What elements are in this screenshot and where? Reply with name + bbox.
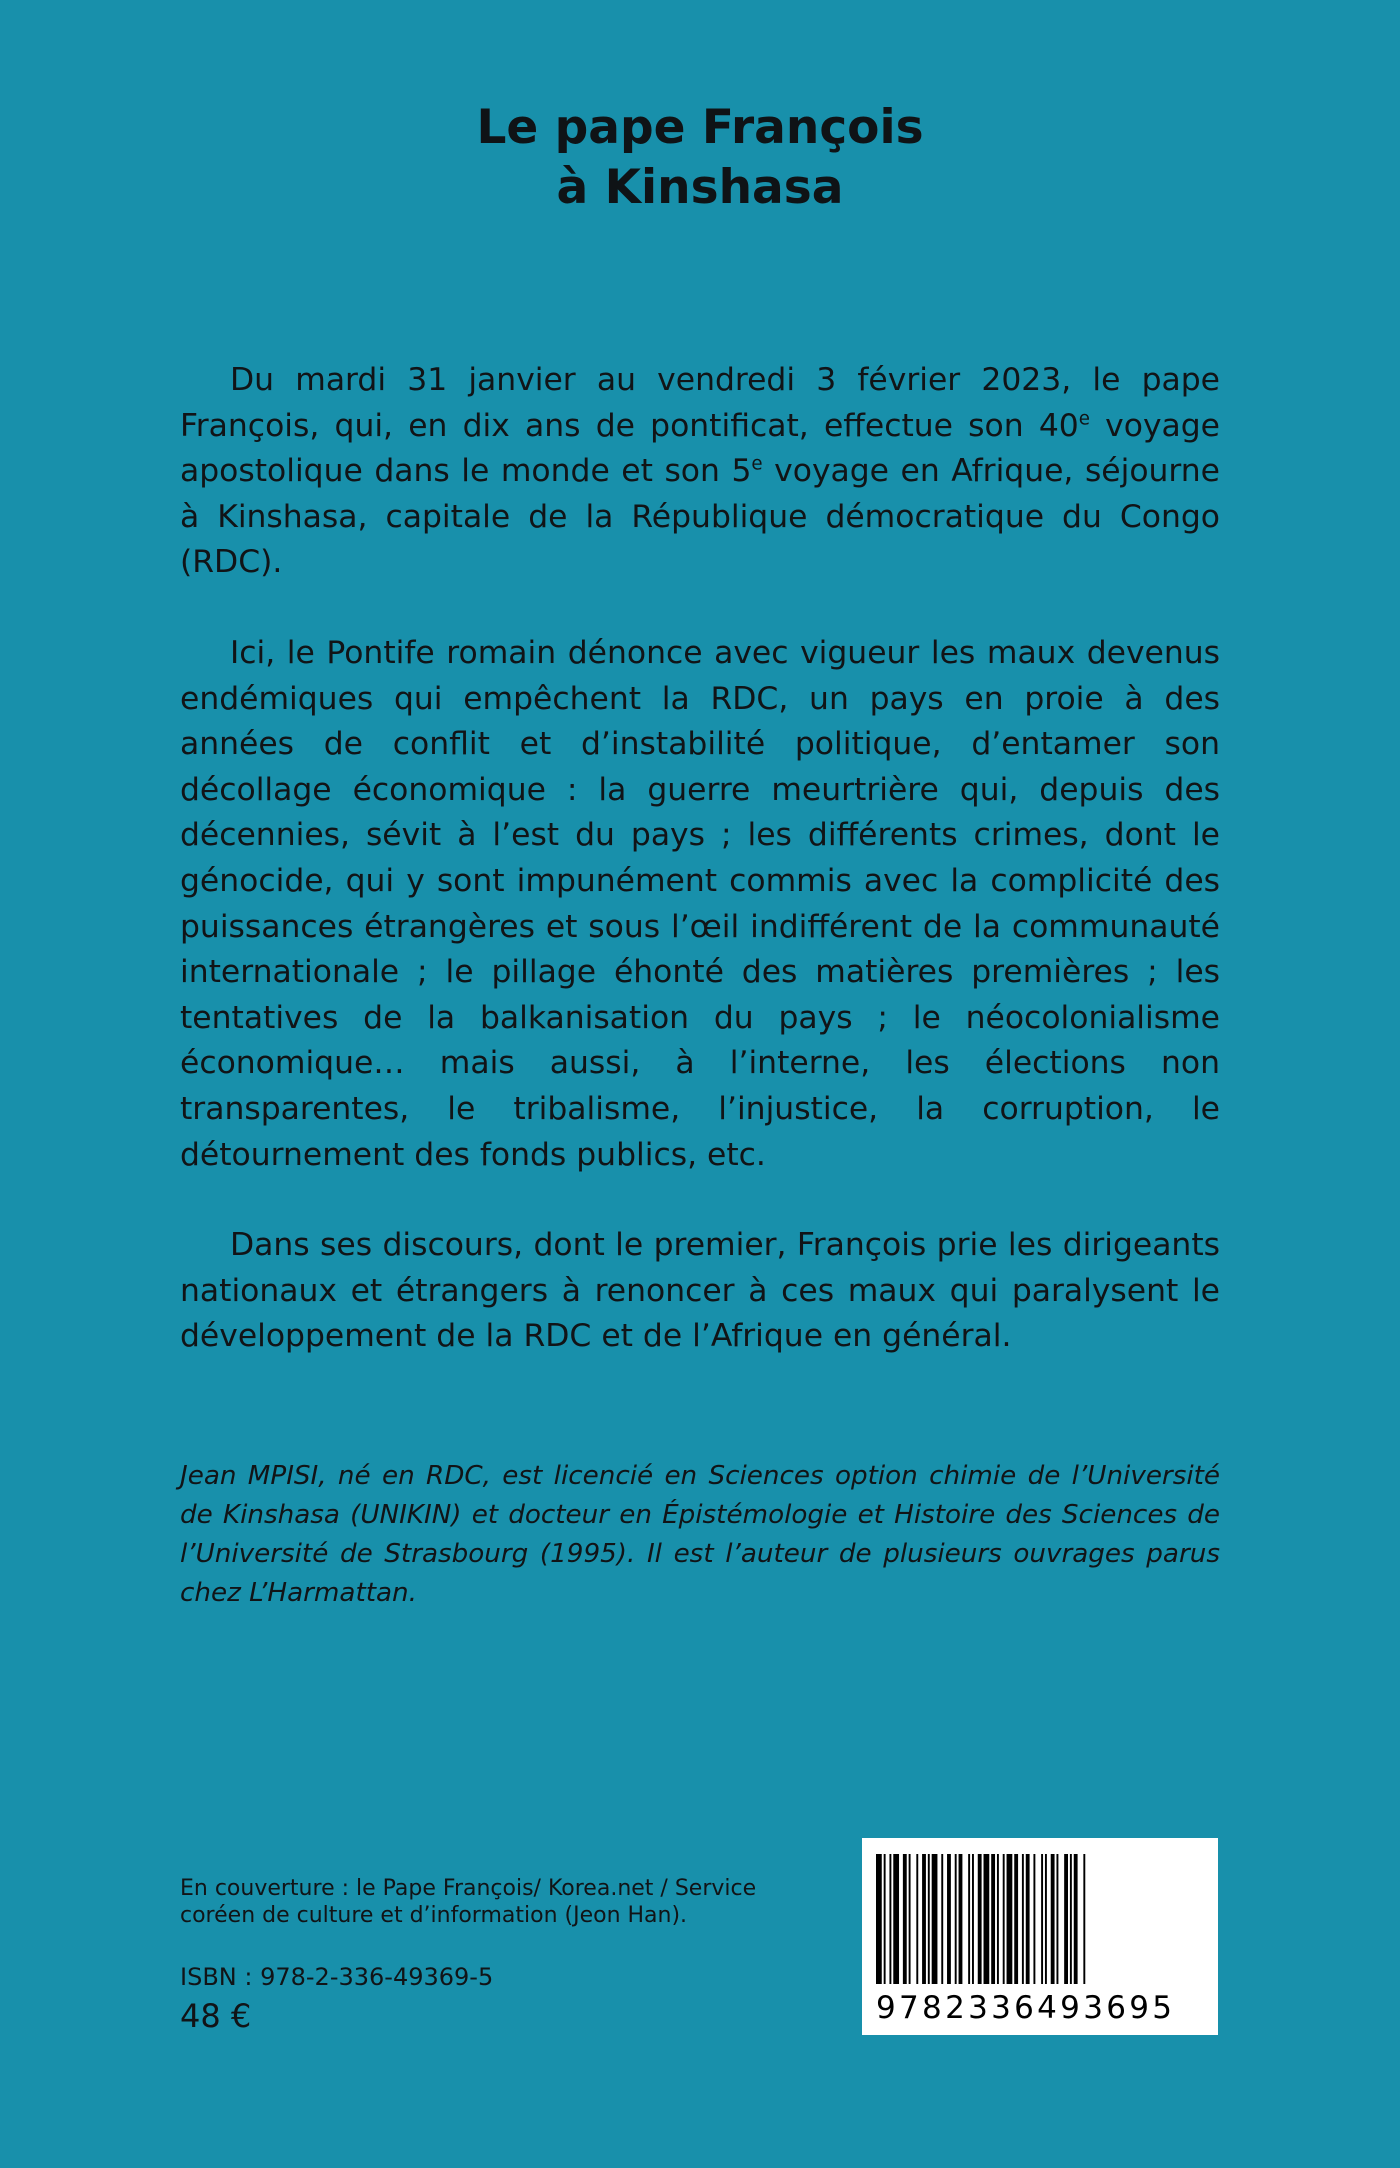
barcode-bar: [1064, 1854, 1068, 1984]
barcode-bar: [1070, 1854, 1072, 1984]
barcode-bar: [922, 1854, 926, 1984]
ordinal-suffix: e: [1078, 408, 1090, 430]
barcode-bar: [1022, 1854, 1024, 1984]
barcode-bar: [1056, 1854, 1058, 1984]
barcode-bar: [916, 1854, 918, 1984]
barcode-bar: [1007, 1854, 1013, 1984]
blurb-p1-part-c: voyage en Afrique, séjourne à Kinshasa, capitale de la République démocratique du Congo (RDC).: [180, 453, 1220, 581]
barcode-bar: [978, 1854, 982, 1984]
barcode: [862, 1838, 1218, 2035]
blurb-p1-part-a: Du mardi 31 janvier au vendredi 3 février 2023, le pape François, qui, en dix ans de pontificat, effectue son 40: [180, 362, 1220, 444]
barcode-bar: [1074, 1854, 1078, 1984]
barcode-bar: [1045, 1854, 1047, 1984]
barcode-bar: [955, 1854, 957, 1984]
blurb-paragraph-3: Dans ses discours, dont le premier, François prie les dirigeants nationaux et étrangers à renoncer à ces maux qui paralysent le développement de la RDC et de l’Afrique en général.: [180, 1227, 1220, 1355]
barcode-bar: [1041, 1854, 1043, 1984]
barcode-bar: [889, 1854, 891, 1984]
barcode-bar: [947, 1854, 951, 1984]
barcode-bar: [909, 1854, 911, 1984]
barcode-bar: [968, 1854, 970, 1984]
book-title: [0, 98, 1400, 218]
barcode-bar: [928, 1854, 930, 1984]
isbn: ISBN : 978-2-336-49369-5: [180, 1963, 494, 1991]
barcode-bar: [972, 1854, 974, 1984]
barcode-bar: [991, 1854, 995, 1984]
barcode-bar: [941, 1854, 943, 1984]
barcode-bar: [984, 1854, 990, 1984]
barcode-bar: [1051, 1854, 1055, 1984]
title-line-2: à Kinshasa: [556, 160, 844, 215]
barcode-bar: [1026, 1854, 1030, 1984]
barcode-bar: [893, 1854, 899, 1984]
blurb: [180, 358, 1220, 1405]
cover-credit: En couverture : le Pape François/ Korea.net / Service coréen de culture et d’information (Jeon Han).: [180, 1876, 757, 1928]
barcode-bar: [997, 1854, 999, 1984]
ordinal-suffix: e: [751, 453, 763, 475]
barcode-bar: [932, 1854, 938, 1984]
barcode-bar: [1033, 1854, 1035, 1984]
blurb-paragraph-1: [180, 358, 1220, 586]
barcode-bar: [1014, 1854, 1018, 1984]
barcode-number: 9782336493695: [876, 1990, 1176, 2026]
barcode-bar: [1003, 1854, 1005, 1984]
price: 48 €: [180, 1997, 252, 2035]
barcode-bar: [876, 1854, 882, 1984]
author-bio: Jean MPISI, né en RDC, est licencié en Sciences option chimie de l’Université de Kinshasa (UNIKIN) et docteur en Épistémologie et Histoire des Sciences de l’Université de Strasbourg (1995). Il est l’auteur de plusieurs ouvrages parus chez L’Harmattan.: [180, 1461, 1220, 1608]
barcode-bar: [1083, 1854, 1085, 1984]
barcode-bar: [959, 1854, 963, 1984]
blurb-p1-part-b: voyage apostolique dans le monde et son 5: [180, 407, 1220, 490]
blurb-paragraph-2: Ici, le Pontife romain dénonce avec vigueur les maux devenus endémiques qui empêchent la RDC, un pays en proie à des années de conflit et d’instabilité politique, d’entamer son décollage économique : la guerre meurtrière qui, depuis des décennies, sévit à l’est du pays ; les différents crimes, dont le génocide, qui y sont impunément commis avec la complicité des puissances étrangères et sous l’œil indifférent de la communauté internationale ; le pillage éhonté des matières premières ; les tentatives de la balkanisation du pays ; le néocolonialisme économique… mais aussi, à l’interne, les élections non transparentes, le tribalisme, l’injustice, la corruption, le détournement des fonds publics, etc.: [180, 634, 1220, 1173]
title-line-1: Le pape François: [476, 100, 924, 155]
barcode-bar: [884, 1854, 886, 1984]
barcode-bar: [903, 1854, 907, 1984]
